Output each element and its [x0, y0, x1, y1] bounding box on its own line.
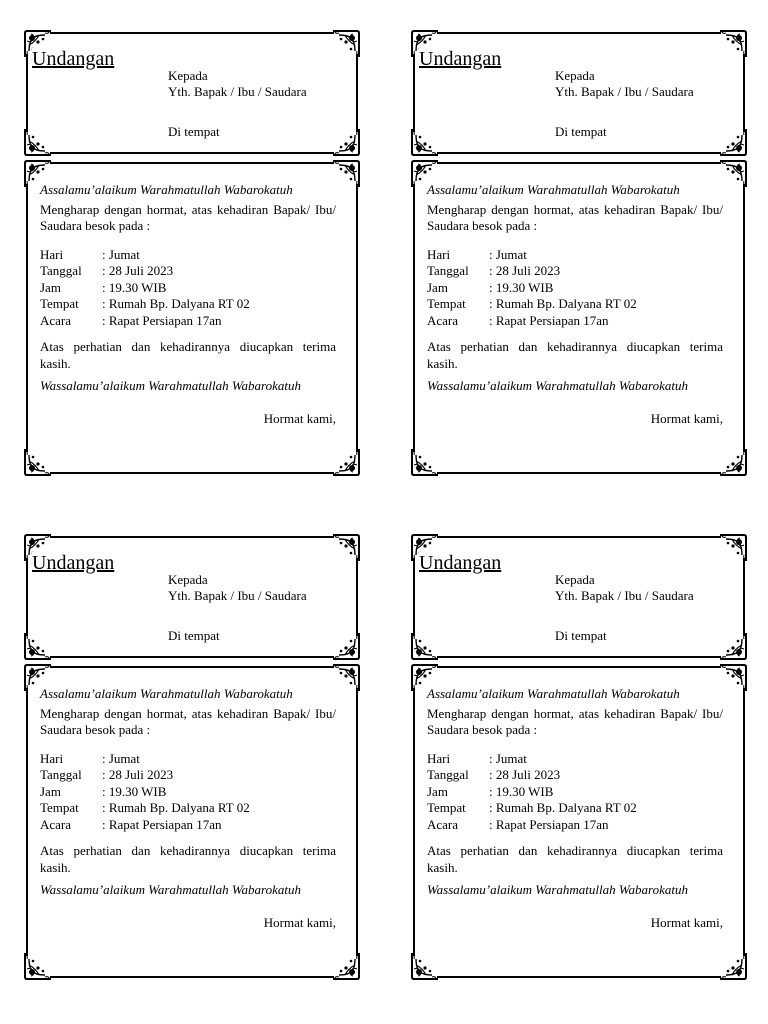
detail-value: : Jumat: [489, 750, 527, 766]
detail-label: Tempat: [40, 296, 79, 311]
invitation-card: [24, 534, 360, 980]
recipient-block: [168, 572, 307, 604]
detail-row: [427, 263, 723, 280]
detail-value: : 28 Juli 2023: [102, 263, 174, 278]
border-line: [437, 666, 721, 668]
detail-row: [427, 751, 723, 768]
border-line: [356, 54, 358, 132]
closing-text: Wassalamu’alaikum Warahmatullah Wabarokatuh: [40, 882, 301, 897]
greeting-text: Assalamu’alaikum Warahmatullah Wabarokatuh: [427, 686, 680, 701]
border-line: [437, 152, 721, 154]
thanks-text: Atas perhatian dan kehadirannya diucapkan terima kasih.: [427, 339, 723, 371]
ornament-corner-icon: [23, 127, 53, 157]
detail-row: [40, 296, 336, 313]
detail-label: Hari: [427, 246, 451, 262]
detail-value: : Rapat Persiapan 17an: [102, 312, 222, 328]
detail-value: : Rumah Bp. Dalyana RT 02: [489, 800, 637, 815]
intro-text: Mengharap dengan hormat, atas kehadiran Bapak/ Ibu/ Saudara besok pada :: [427, 201, 723, 233]
border-line: [26, 54, 28, 132]
border-line: [26, 688, 28, 956]
detail-value: : 19.30 WIB: [102, 279, 167, 295]
recipient-label: Kepada: [168, 68, 208, 83]
detail-row: [40, 767, 336, 784]
border-line: [413, 558, 415, 636]
detail-value: : Rapat Persiapan 17an: [489, 816, 609, 832]
address-panel: [24, 534, 360, 660]
border-line: [413, 54, 415, 132]
ornament-corner-icon: [331, 447, 361, 477]
border-line: [356, 184, 358, 452]
detail-row: [40, 784, 336, 801]
intro-text: Mengharap dengan hormat, atas kehadiran Bapak/ Ibu/ Saudara besok pada :: [427, 705, 723, 737]
invitation-card: [411, 30, 747, 476]
detail-row: [40, 800, 336, 817]
detail-value: : 19.30 WIB: [102, 783, 167, 799]
border-line: [437, 32, 721, 34]
detail-label: Acara: [40, 816, 72, 832]
detail-value: : 19.30 WIB: [489, 783, 554, 799]
ornament-corner-icon: [410, 447, 440, 477]
detail-label: Hari: [427, 750, 451, 766]
border-line: [50, 162, 334, 164]
border-line: [413, 688, 415, 956]
event-details: [427, 751, 723, 834]
place-label: Di tempat: [168, 124, 220, 139]
border-line: [743, 558, 745, 636]
recipient-block: [555, 572, 694, 604]
border-line: [50, 472, 334, 474]
ornament-corner-icon: [718, 951, 748, 981]
thanks-text: Atas perhatian dan kehadirannya diucapkan terima kasih.: [40, 843, 336, 875]
border-line: [437, 162, 721, 164]
event-details: [40, 751, 336, 834]
detail-label: Acara: [427, 816, 459, 832]
message-body: [40, 686, 336, 931]
detail-label: Hari: [40, 246, 64, 262]
signature-text: Hormat kami,: [263, 914, 336, 930]
detail-row: [427, 784, 723, 801]
detail-row: [427, 313, 723, 330]
border-line: [50, 976, 334, 978]
border-line: [50, 536, 334, 538]
recipient-block: [168, 68, 307, 100]
border-line: [50, 666, 334, 668]
detail-row: [427, 247, 723, 264]
signature-text: Hormat kami,: [650, 914, 723, 930]
border-line: [437, 536, 721, 538]
ornament-corner-icon: [23, 951, 53, 981]
detail-value: : 28 Juli 2023: [489, 263, 561, 278]
detail-value: : 19.30 WIB: [489, 279, 554, 295]
recipient-name: Yth. Bapak / Ibu / Saudara: [555, 588, 694, 603]
detail-label: Acara: [40, 312, 72, 328]
invitation-card: [411, 534, 747, 980]
detail-row: [40, 280, 336, 297]
invitation-title: Undangan: [419, 48, 505, 71]
greeting-text: Assalamu’alaikum Warahmatullah Wabarokatuh: [40, 182, 293, 197]
ornament-corner-icon: [410, 951, 440, 981]
detail-row: [40, 817, 336, 834]
detail-row: [40, 313, 336, 330]
border-line: [26, 558, 28, 636]
message-body: [40, 182, 336, 427]
invitation-title: Undangan: [32, 552, 118, 575]
closing-text: Wassalamu’alaikum Warahmatullah Wabarokatuh: [427, 378, 688, 393]
detail-value: : Jumat: [489, 246, 527, 262]
border-line: [437, 656, 721, 658]
address-panel: [411, 534, 747, 660]
place-label: Di tempat: [555, 628, 607, 643]
intro-text: Mengharap dengan hormat, atas kehadiran Bapak/ Ibu/ Saudara besok pada :: [40, 705, 336, 737]
detail-row: [40, 751, 336, 768]
border-line: [356, 558, 358, 636]
detail-row: [40, 263, 336, 280]
ornament-corner-icon: [331, 951, 361, 981]
border-line: [437, 976, 721, 978]
detail-row: [427, 817, 723, 834]
border-line: [743, 688, 745, 956]
closing-text: Wassalamu’alaikum Warahmatullah Wabarokatuh: [427, 882, 688, 897]
detail-label: Tempat: [40, 800, 79, 815]
detail-row: [427, 767, 723, 784]
ornament-corner-icon: [718, 29, 748, 59]
detail-label: Tanggal: [40, 767, 82, 782]
detail-row: [427, 800, 723, 817]
address-panel: [24, 30, 360, 156]
detail-label: Tempat: [427, 800, 466, 815]
ornament-corner-icon: [331, 29, 361, 59]
ornament-corner-icon: [23, 631, 53, 661]
detail-value: : 28 Juli 2023: [102, 767, 174, 782]
border-line: [50, 32, 334, 34]
detail-label: Tanggal: [40, 263, 82, 278]
ornament-corner-icon: [410, 127, 440, 157]
border-line: [26, 184, 28, 452]
recipient-name: Yth. Bapak / Ibu / Saudara: [555, 84, 694, 99]
signature-text: Hormat kami,: [650, 410, 723, 426]
detail-value: : Rumah Bp. Dalyana RT 02: [489, 296, 637, 311]
detail-label: Tanggal: [427, 767, 469, 782]
thanks-text: Atas perhatian dan kehadirannya diucapkan terima kasih.: [40, 339, 336, 371]
detail-value: : 28 Juli 2023: [489, 767, 561, 782]
detail-label: Tanggal: [427, 263, 469, 278]
detail-value: : Jumat: [102, 750, 140, 766]
detail-value: : Rapat Persiapan 17an: [102, 816, 222, 832]
event-details: [40, 247, 336, 330]
border-line: [50, 656, 334, 658]
ornament-corner-icon: [718, 127, 748, 157]
place-label: Di tempat: [555, 124, 607, 139]
thanks-text: Atas perhatian dan kehadirannya diucapkan terima kasih.: [427, 843, 723, 875]
ornament-corner-icon: [718, 447, 748, 477]
detail-row: [40, 247, 336, 264]
recipient-label: Kepada: [555, 572, 595, 587]
detail-label: Jam: [40, 783, 61, 799]
ornament-corner-icon: [331, 533, 361, 563]
event-details: [427, 247, 723, 330]
detail-label: Jam: [40, 279, 61, 295]
ornament-corner-icon: [331, 631, 361, 661]
recipient-name: Yth. Bapak / Ibu / Saudara: [168, 588, 307, 603]
detail-value: : Rapat Persiapan 17an: [489, 312, 609, 328]
detail-value: : Rumah Bp. Dalyana RT 02: [102, 800, 250, 815]
address-panel: [411, 30, 747, 156]
ornament-corner-icon: [23, 447, 53, 477]
detail-label: Tempat: [427, 296, 466, 311]
border-line: [413, 184, 415, 452]
detail-label: Jam: [427, 279, 448, 295]
detail-label: Hari: [40, 750, 64, 766]
intro-text: Mengharap dengan hormat, atas kehadiran Bapak/ Ibu/ Saudara besok pada :: [40, 201, 336, 233]
invitation-title: Undangan: [32, 48, 118, 71]
detail-value: : Jumat: [102, 246, 140, 262]
detail-row: [427, 280, 723, 297]
detail-label: Acara: [427, 312, 459, 328]
recipient-label: Kepada: [555, 68, 595, 83]
recipient-label: Kepada: [168, 572, 208, 587]
border-line: [743, 184, 745, 452]
border-line: [356, 688, 358, 956]
ornament-corner-icon: [718, 533, 748, 563]
message-body: [427, 182, 723, 427]
border-line: [743, 54, 745, 132]
detail-label: Jam: [427, 783, 448, 799]
ornament-corner-icon: [718, 631, 748, 661]
closing-text: Wassalamu’alaikum Warahmatullah Wabarokatuh: [40, 378, 301, 393]
greeting-text: Assalamu’alaikum Warahmatullah Wabarokatuh: [40, 686, 293, 701]
invitation-card: [24, 30, 360, 476]
invitation-title: Undangan: [419, 552, 505, 575]
signature-text: Hormat kami,: [263, 410, 336, 426]
detail-value: : Rumah Bp. Dalyana RT 02: [102, 296, 250, 311]
border-line: [437, 472, 721, 474]
detail-row: [427, 296, 723, 313]
recipient-block: [555, 68, 694, 100]
recipient-name: Yth. Bapak / Ibu / Saudara: [168, 84, 307, 99]
greeting-text: Assalamu’alaikum Warahmatullah Wabarokatuh: [427, 182, 680, 197]
ornament-corner-icon: [410, 631, 440, 661]
ornament-corner-icon: [331, 127, 361, 157]
message-body: [427, 686, 723, 931]
place-label: Di tempat: [168, 628, 220, 643]
border-line: [50, 152, 334, 154]
